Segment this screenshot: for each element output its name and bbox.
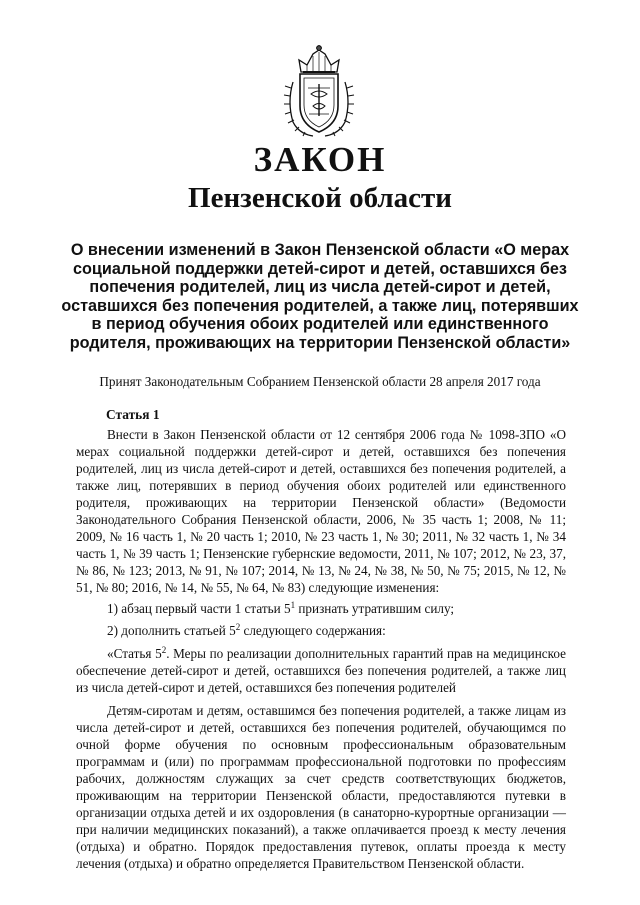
heading-line: попечения родителей, лиц из числа детей-сирот и детей, <box>89 278 551 297</box>
article-title: Статья 1 <box>106 407 160 422</box>
amendment-item-2 <box>76 622 566 639</box>
law-subtitle: Пензенской области <box>188 182 452 214</box>
item-text: признать утратившим силу; <box>295 601 455 617</box>
intro-paragraph: Внести в Закон Пензенской области от 12 сентября 2006 года № 1098-ЗПО «О мерах социальной поддержки детей-сирот и детей, оставшихся без попечения родителей, лиц из числа детей-сирот и детей, оставшихся без попечения родителей, а также лиц, потерявших в период обучения обоих родителей или единственного родителя, проживающих на территории Пензенской области» (Ведомости Законодательного Собрания Пензенской области, 2006, № 35 часть 1; 2008, № 11; 2009, № 16 часть 1, № 20 часть 1; 2010, № 23 часть 1, № 30; 2011, № 32 часть 1, № 34 часть 1, № 39 часть 1; Пензенские губернские ведомости, 2011, № 107; 2012, № 23, 37, № 86, № 123; 2013, № 91, № 107; 2014, № 13, № 24, № 38, № 50, № 75; 2015, № 12, № 51, № 80; 2016, № 14, № 55, № 64, № 83) следующие изменения: <box>76 427 566 596</box>
heading-line: О внесении изменений в Закон Пензенской области «О мерах <box>70 241 570 259</box>
adoption-note: Принят Законодательным Собранием Пензенской области 28 апреля 2017 года <box>99 374 541 389</box>
superscript: 2 <box>161 644 167 655</box>
item-text: 1) абзац первый части 1 статьи 5 <box>107 601 291 617</box>
final-paragraph: Детям-сиротам и детям, оставшимся без попечения родителей, а также лицам из числа детей-сирот и детей, оставшихся без попечения родителей, обучающимся по очной форме обучения по основным профессиональным образовательным программам и (или) по программам профессиональной подготовки по профессиям рабочих, должностям служащих за счет средств соответствующих бюджетов, проживающим на территории Пензенской области, предоставляются путевки в организации отдыха детей и их оздоровления (в санаторно-курортные организации — при наличии медицинских показаний), а также оплачивается проезд к месту лечения (отдыха) и обратно. Порядок предоставления путевок, оплаты проезда к месту лечения (отдыха) и обратно определяется Правительством Пензенской области. <box>76 702 566 872</box>
law-heading <box>60 241 580 353</box>
heading-line: родителя, проживающих на территории Пензенской области» <box>69 333 571 352</box>
item-text: 2) дополнить статьей 5 <box>107 622 236 638</box>
heading-line: в период обучения обоих родителей или единственного <box>91 315 549 334</box>
heading-line: социальной поддержки детей-сирот и детей, оставшихся без <box>73 259 567 278</box>
heading-line: оставшихся без попечения родителей, а также лиц, потерявших <box>61 296 579 315</box>
item-text: следующего содержания: <box>240 622 386 638</box>
article-body <box>76 426 566 872</box>
amendment-item-1 <box>76 600 566 617</box>
superscript: 2 <box>235 621 241 632</box>
new-article-heading <box>76 645 566 696</box>
coat-of-arms-icon <box>283 44 355 140</box>
superscript: 1 <box>290 600 296 611</box>
item-text: «Статья 5 <box>107 645 162 661</box>
law-title: ЗАКОН <box>253 140 387 179</box>
item-text: . Меры по реализации дополнительных гарантий прав на медицинское обеспечение детей-сирот и детей, оставшихся без попечения родителей, а также лиц из числа детей-сирот и детей, оставшихся без попечения родителей <box>76 645 566 695</box>
